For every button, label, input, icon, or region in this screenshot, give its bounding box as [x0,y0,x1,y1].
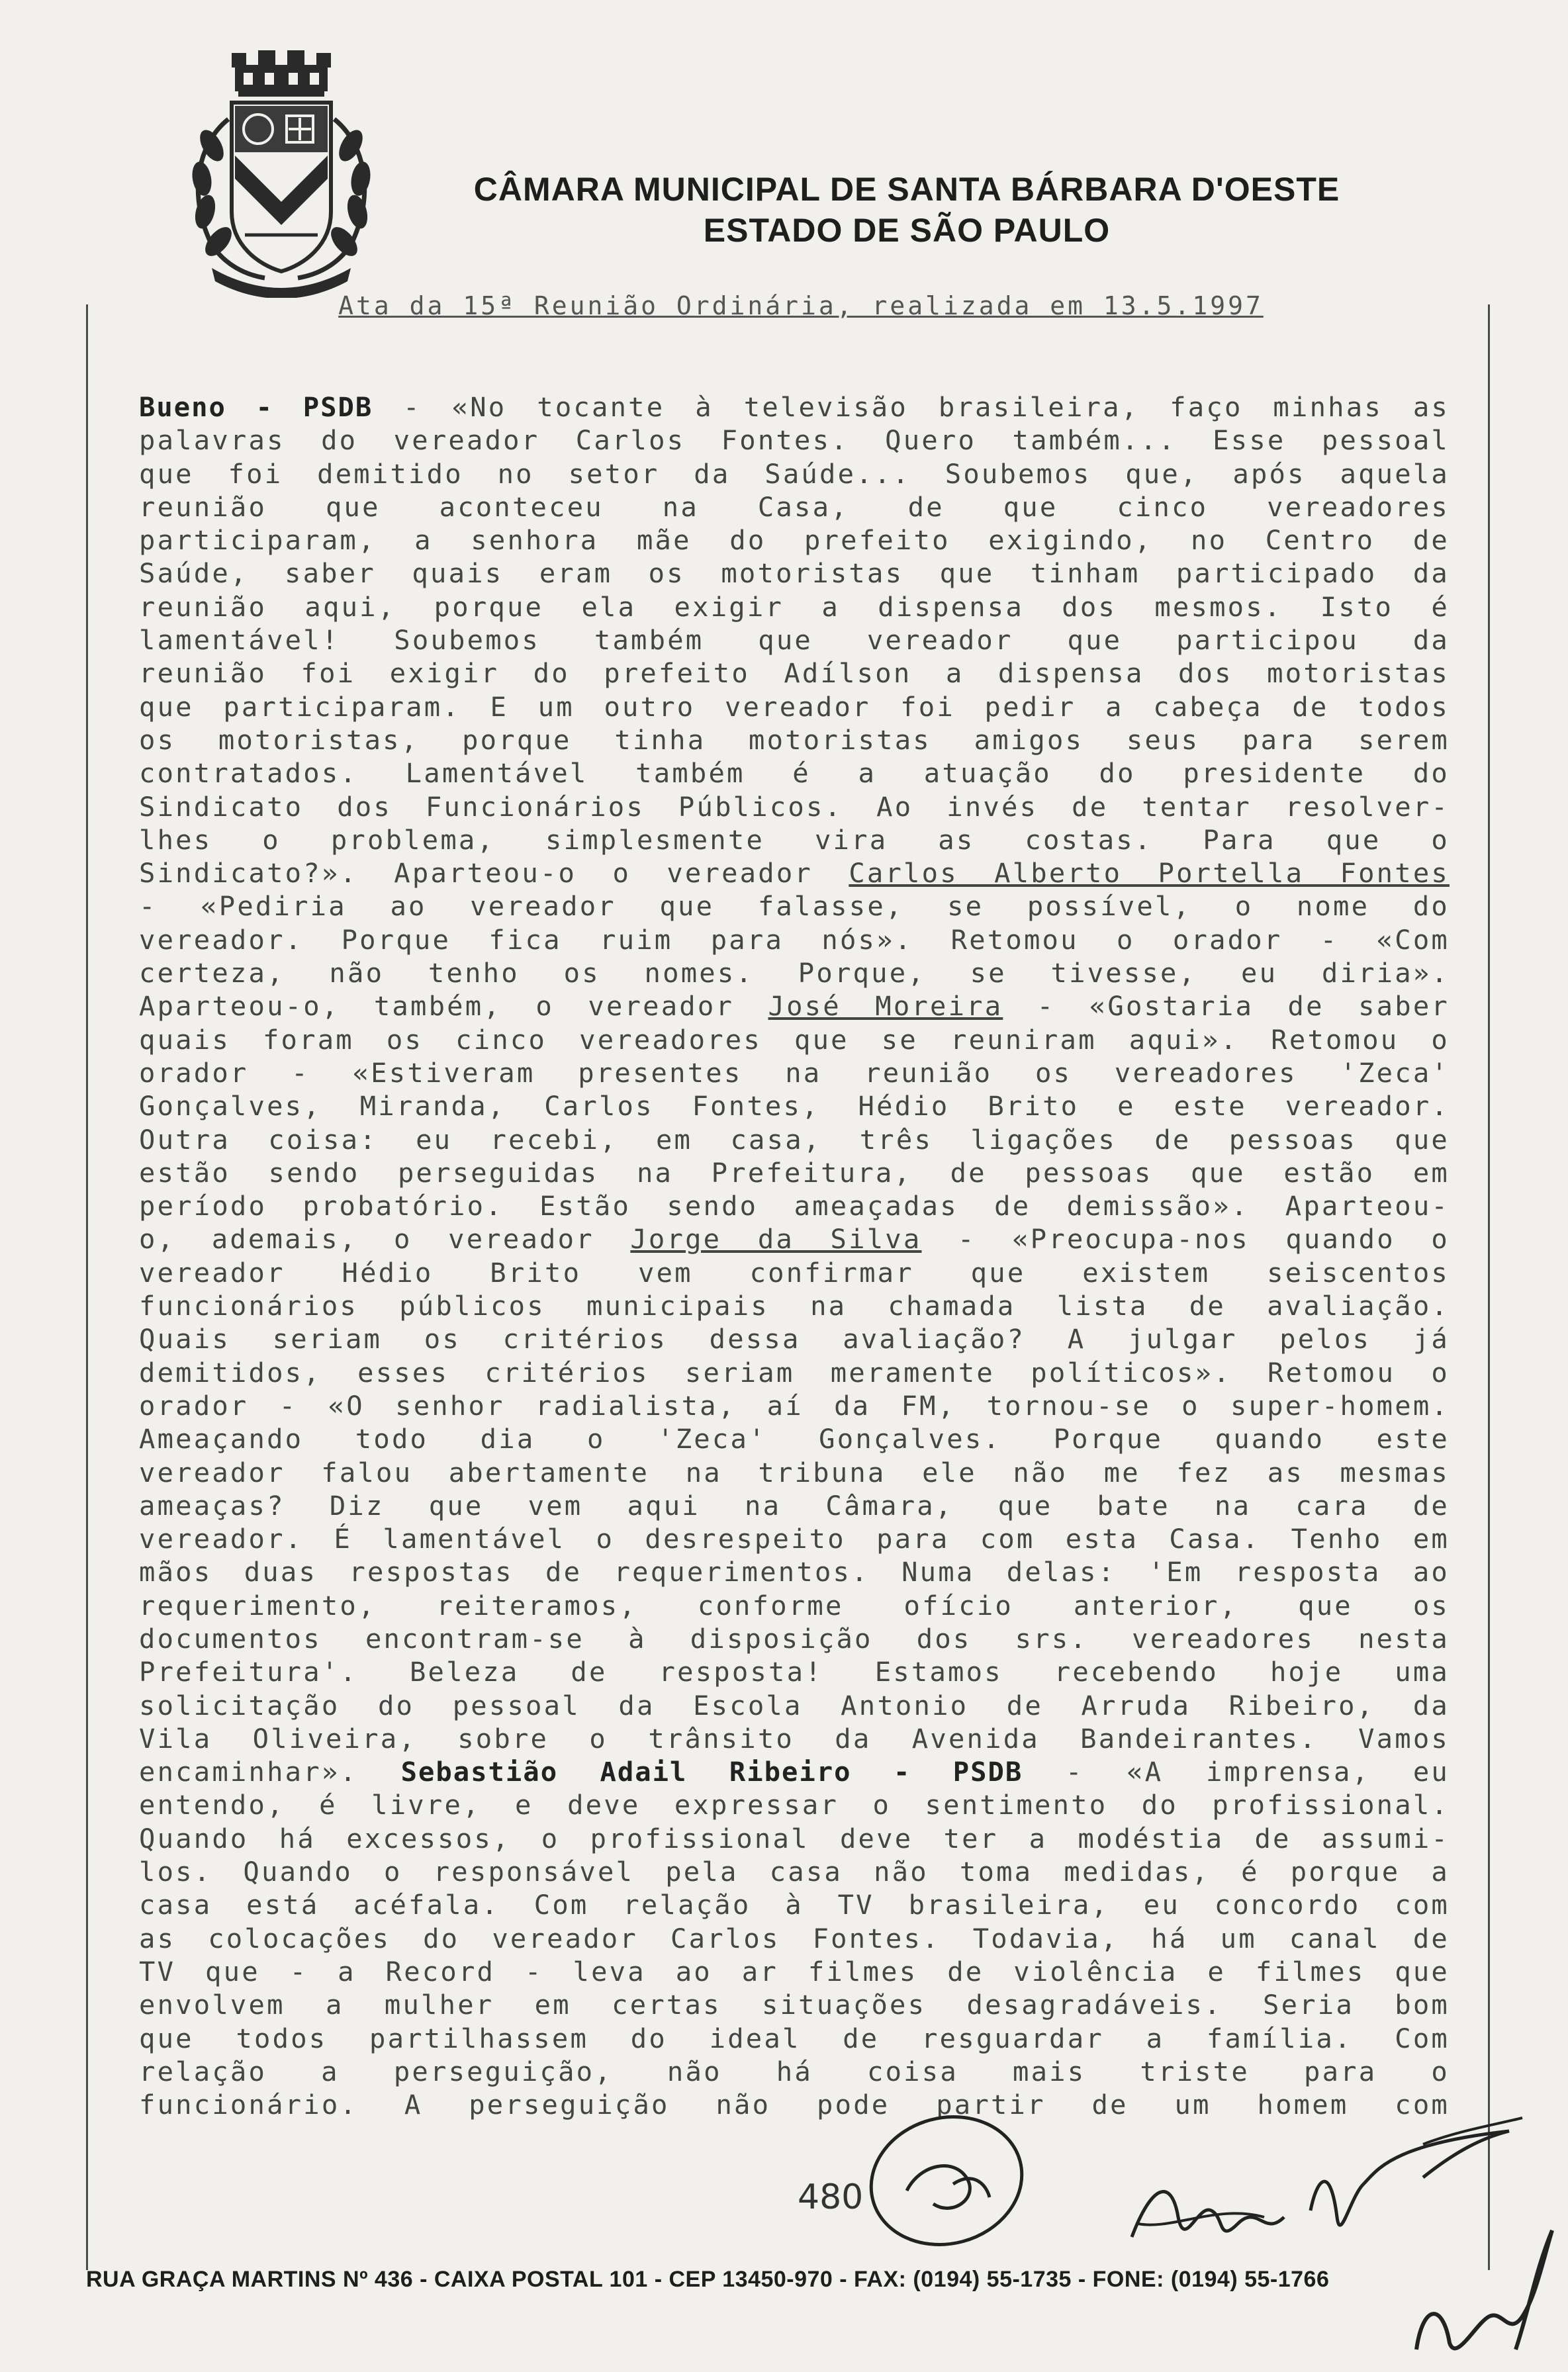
body-line: orador - «O senhor radialista, aí da FM, tornou-se o super-homem. [139,1389,1450,1422]
right-margin-rule [1488,304,1490,2270]
body-line: que foi demitido no setor da Saúde... Soubemos que, após aquela [139,457,1450,490]
body-line: Saúde, saber quais eram os motoristas que tinham participado da [139,557,1450,590]
body-line: documentos encontram-se à disposição dos srs. vereadores nesta [139,1622,1450,1655]
body-line: Sindicato?». Aparteou-o o vereador Carlos Alberto Portella Fontes [139,857,1450,889]
minutes-body [139,390,1450,2121]
body-line: os motoristas, porque tinha motoristas amigos seus para serem [139,723,1450,756]
body-line: entendo, é livre, e deve expressar o sentimento do profissional. [139,1789,1450,1821]
body-line: reunião foi exigir do prefeito Adílson a dispensa dos motoristas [139,657,1450,690]
body-line: vereador Hédio Brito vem confirmar que existem seiscentos [139,1256,1450,1289]
body-line: reunião que aconteceu na Casa, de que cinco vereadores [139,490,1450,523]
body-line: Quando há excessos, o profissional deve ter a modéstia de assumi- [139,1822,1450,1854]
body-line: reunião aqui, porque ela exigir a dispensa dos mesmos. Isto é [139,590,1450,623]
name-carlos-fontes: Carlos Alberto Portella Fontes [849,857,1450,889]
body-line: as colocações do vereador Carlos Fontes. Todavia, há um canal de [139,1922,1450,1954]
body-line: requerimento, reiteramos, conforme ofício anterior, que os [139,1589,1450,1621]
speaker-bueno: Bueno - PSDB [139,391,373,423]
body-line: Quais seriam os critérios dessa avaliação? A julgar pelos já [139,1323,1450,1355]
header-line-2: ESTADO DE SÃO PAULO [703,212,1111,249]
body-line: ameaças? Diz que vem aqui na Câmara, que bate na cara de [139,1489,1450,1522]
body-line: relação a perseguição, não há coisa mais triste para o [139,2055,1450,2087]
body-line: vereador. Porque fica ruim para nós». Retomou o orador - «Com [139,923,1450,956]
header-line-1: CÂMARA MUNICIPAL DE SANTA BÁRBARA D'OESTE [473,171,1340,208]
body-line: vereador. É lamentável o desrespeito para com esta Casa. Tenho em [139,1523,1450,1555]
body-line: participaram, a senhora mãe do prefeito exigindo, no Centro de [139,524,1450,557]
name-jose-moreira: José Moreira [768,990,1003,1023]
body-line: lhes o problema, simplesmente vira as costas. Para que o [139,823,1450,856]
body-line: Prefeitura'. Beleza de resposta! Estamos recebendo hoje uma [139,1656,1450,1688]
body-line: casa está acéfala. Com relação à TV brasileira, eu concordo com [139,1889,1450,1921]
body-line: que participaram. E um outro vereador foi pedir a cabeça de todos [139,690,1450,723]
body-line: orador - «Estiveram presentes na reunião os vereadores 'Zeca' [139,1056,1450,1089]
body-line: Bueno - PSDB - «No tocante à televisão brasileira, faço minhas as [139,391,1450,423]
body-line: período probatório. Estão sendo ameaçadas de demissão». Aparteou- [139,1190,1450,1222]
speaker-sebastiao: Sebastião Adail Ribeiro - PSDB [400,1756,1023,1788]
body-line: envolvem a mulher em certas situações desagradáveis. Seria bom [139,1989,1450,2021]
body-line: funcionários públicos municipais na chamada lista de avaliação. [139,1290,1450,1322]
minutes-title [265,291,1337,320]
left-margin-rule [86,304,88,2270]
body-line: mãos duas respostas de requerimentos. Numa delas: 'Em resposta ao [139,1556,1450,1588]
body-line: Outra coisa: eu recebi, em casa, três ligações de pessoas que [139,1123,1450,1156]
body-line: encaminhar». Sebastião Adail Ribeiro - PSDB - «A imprensa, eu [139,1756,1450,1788]
body-line: vereador falou abertamente na tribuna ele não me fez as mesmas [139,1456,1450,1488]
body-line: Sindicato dos Funcionários Públicos. Ao invés de tentar resolver- [139,790,1450,823]
body-line: funcionário. A perseguição não pode partir de um homem com [139,2089,1450,2121]
body-line: quais foram os cinco vereadores que se reuniram aqui». Retomou o [139,1023,1450,1056]
page-number: 480 [798,2177,864,2217]
body-line: lamentável! Soubemos também que vereador que participou da [139,624,1450,657]
body-line: que todos partilhassem do ideal de resguardar a família. Com [139,2022,1450,2054]
body-line: o, ademais, o vereador Jorge da Silva - «Preocupa-nos quando o [139,1223,1450,1255]
minutes-title-text: Ata da 15ª Reunião Ordinária, realizada em 13.5.1997 [338,291,1264,320]
footer-address: RUA GRAÇA MARTINS Nº 436 - CAIXA POSTAL 101 - CEP 13450-970 - FAX: (0194) 55-1735 - FONE: (0194) 55-1766 [86,2267,1330,2292]
body-line: demitidos, esses critérios seriam meramente políticos». Retomou o [139,1356,1450,1389]
body-line: palavras do vereador Carlos Fontes. Quero também... Esse pessoal [139,424,1450,457]
body-line: solicitação do pessoal da Escola Antonio de Arruda Ribeiro, da [139,1689,1450,1721]
body-line: Ameaçando todo dia o 'Zeca' Gonçalves. Porque quando este [139,1423,1450,1455]
body-line: los. Quando o responsável pela casa não toma medidas, é porque a [139,1856,1450,1888]
name-jorge-da-silva: Jorge da Silva [630,1223,922,1255]
body-line: Gonçalves, Miranda, Carlos Fontes, Hédio Brito e este vereador. [139,1090,1450,1122]
institution-header [424,169,1390,251]
coat-of-arms-logo [165,46,397,298]
body-line: certeza, não tenho os nomes. Porque, se tivesse, eu diria». [139,957,1450,989]
signature-initials-circle [847,2105,1046,2257]
body-line: Vila Oliveira, sobre o trânsito da Avenida Bandeirantes. Vamos [139,1722,1450,1755]
body-line: Aparteou-o, também, o vereador José Moreira - «Gostaria de saber [139,990,1450,1023]
body-line: TV que - a Record - leva ao ar filmes de violência e filmes que [139,1955,1450,1987]
body-line: contratados. Lamentável também é a atuação do presidente do [139,757,1450,790]
body-line: estão sendo perseguidas na Prefeitura, de pessoas que estão em [139,1156,1450,1189]
body-line: - «Pediria ao vereador que falasse, se possível, o nome do [139,890,1450,923]
